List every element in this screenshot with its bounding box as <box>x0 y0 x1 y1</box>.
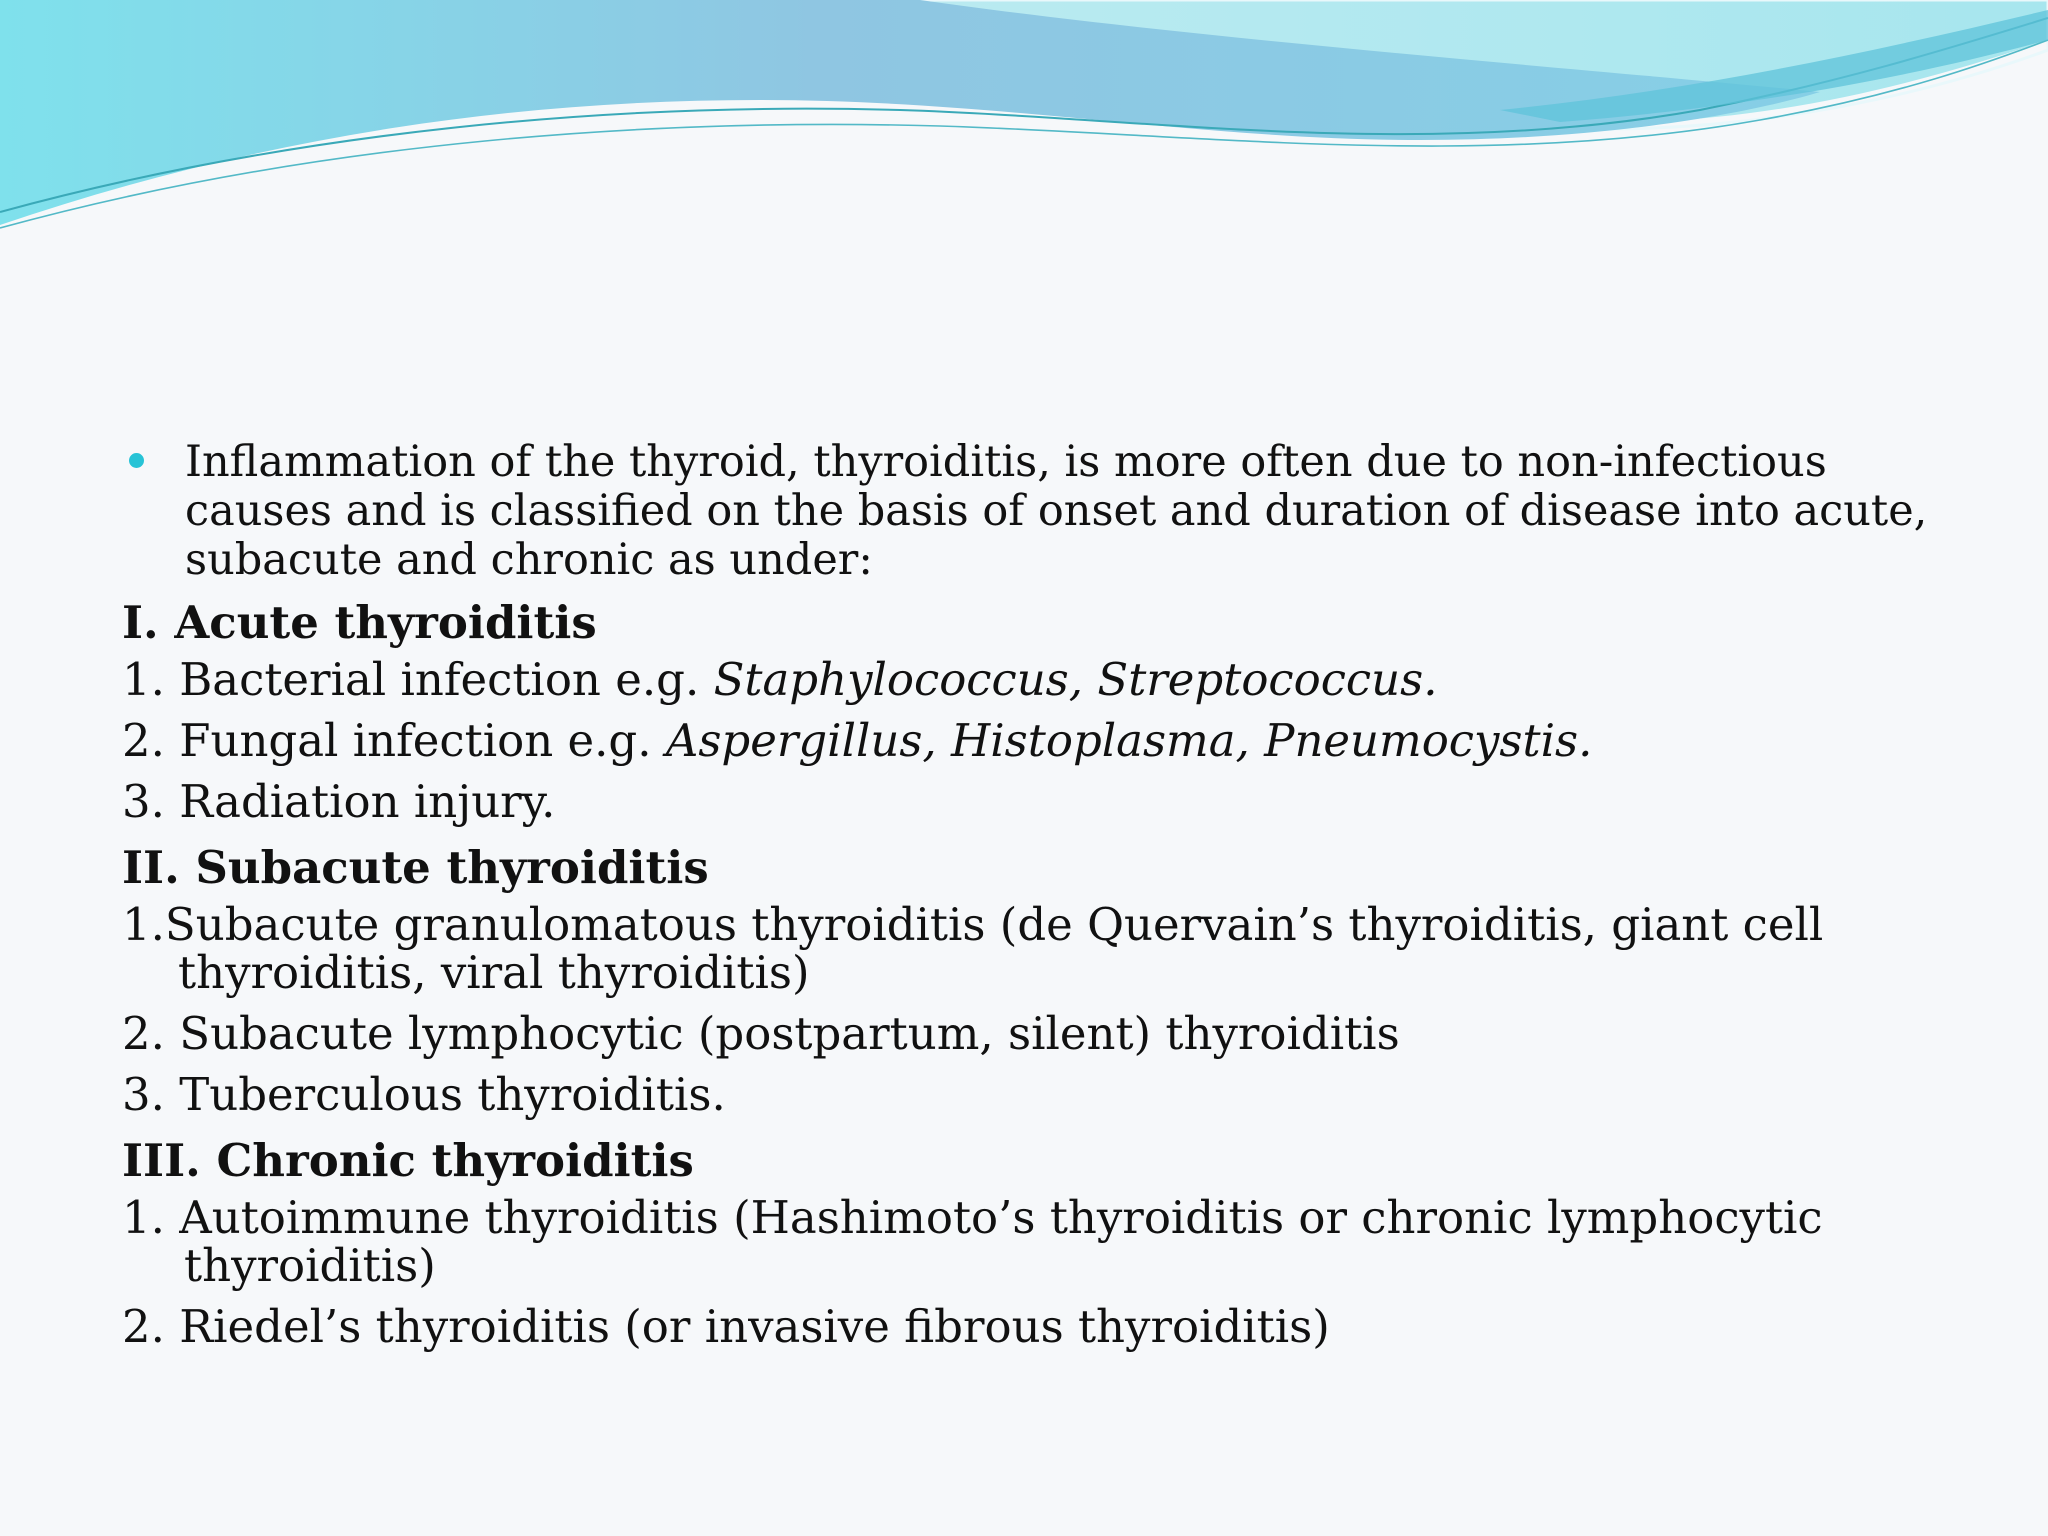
item-continuation-text: thyroiditis) <box>184 1239 436 1292</box>
item-text: 2. Subacute lymphocytic (postpartum, silent) thyroiditis <box>122 1007 1400 1060</box>
bullet-dot-icon <box>129 453 144 468</box>
intro-text: Inflammation of the thyroid, thyroiditis, is more often due to non-infectious causes and is classified on the basis of onset and duration of disease into acute, subacute and chronic as under: <box>185 437 1928 585</box>
item-text: 1.Subacute granulomatous thyroiditis (de Quervain’s thyroiditis, giant cell <box>122 898 1824 951</box>
item-text: 3. Radiation injury. <box>122 775 556 828</box>
list-item <box>122 1191 1952 1292</box>
section-heading-acute: I. Acute thyroiditis <box>122 596 597 649</box>
intro-bullet <box>122 438 1952 585</box>
item-text: 1. Autoimmune thyroiditis (Hashimoto’s thyroiditis or chronic lymphocytic <box>122 1191 1823 1244</box>
item-text: 3. Tuberculous thyroiditis. <box>122 1068 726 1121</box>
item-organisms-text: Staphylococcus, Streptococcus. <box>713 653 1438 706</box>
list-item <box>122 714 1952 767</box>
item-continuation-text: thyroiditis, viral thyroiditis) <box>178 946 810 999</box>
section-heading-subacute: II. Subacute thyroiditis <box>122 841 709 894</box>
list-item <box>122 1007 1952 1060</box>
list-item <box>122 898 1952 999</box>
item-lead-text: 1. Bacterial infection e.g. <box>122 653 714 706</box>
item-lead-text: 2. Fungal infection e.g. <box>122 714 666 767</box>
item-organisms-text: Aspergillus, Histoplasma, Pneumocystis. <box>665 714 1593 767</box>
list-item <box>122 1300 1952 1353</box>
item-text: 2. Riedel’s thyroiditis (or invasive fibrous thyroiditis) <box>122 1300 1330 1353</box>
list-item <box>122 775 1952 828</box>
list-item <box>122 1068 1952 1121</box>
slide-body <box>122 438 1952 1364</box>
section-heading-chronic: III. Chronic thyroiditis <box>122 1134 694 1187</box>
list-item <box>122 653 1952 706</box>
wave-header-decoration <box>0 0 2048 240</box>
